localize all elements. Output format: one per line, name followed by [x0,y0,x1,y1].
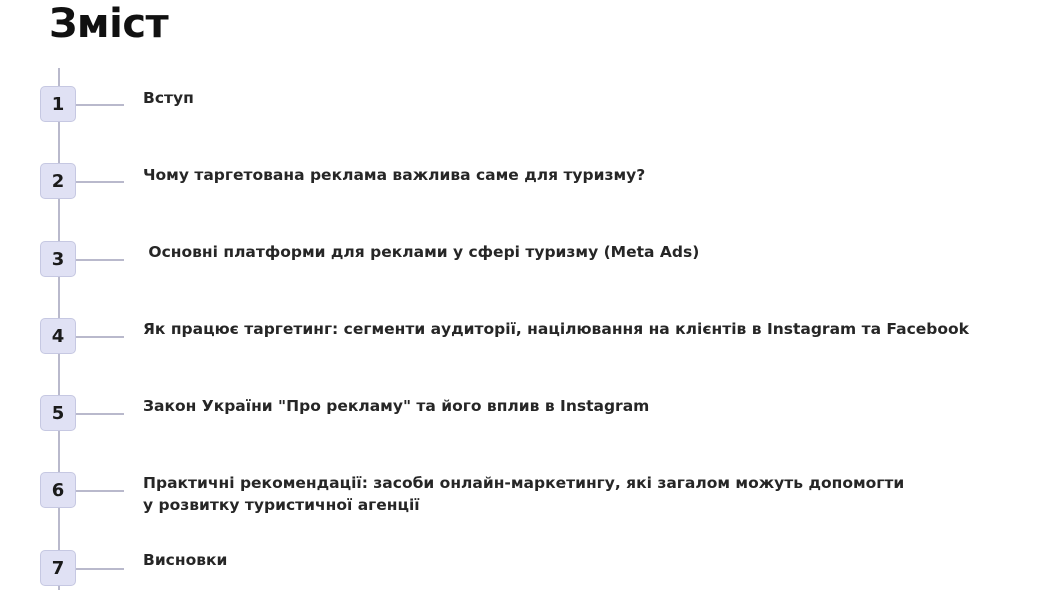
toc-connector [76,104,124,106]
toc-item-label[interactable]: Як працює таргетинг: сегменти аудиторії, націлювання на клієнтів в Instagram та Facebook [143,320,969,338]
toc-item-label[interactable]: Висновки [143,551,228,569]
toc-item-label[interactable]: Основні платформи для реклами у сфері туризму (Meta Ads) [143,243,700,261]
toc-item-6[interactable] [0,472,1050,532]
toc-number-badge: 7 [40,550,76,586]
toc-item-label[interactable]: Закон України "Про рекламу" та його вплив в Instagram [143,397,650,415]
toc-item-7[interactable] [0,550,1050,610]
toc-number-badge: 2 [40,163,76,199]
toc-number-badge: 1 [40,86,76,122]
toc-connector [76,181,124,183]
toc-item-5[interactable] [0,395,1050,455]
toc-connector [76,490,124,492]
toc-item-2[interactable] [0,163,1050,223]
toc-item-4[interactable] [0,318,1050,378]
toc-item-1[interactable] [0,86,1050,146]
toc-connector [76,413,124,415]
toc-item-label[interactable]: Практичні рекомендації: засоби онлайн-маркетингу, які загалом можуть допомогти у розвитку туристичної агенції [143,474,905,514]
toc-number-badge: 4 [40,318,76,354]
toc-item-label[interactable]: Вступ [143,89,194,107]
toc-item-label[interactable]: Чому таргетована реклама важлива саме для туризму? [143,166,646,184]
toc-number-badge: 6 [40,472,76,508]
toc-number-badge: 5 [40,395,76,431]
toc-connector [76,568,124,570]
toc-item-3[interactable] [0,241,1050,301]
page-title: Зміст [49,1,169,47]
toc-connector [76,336,124,338]
toc-connector [76,259,124,261]
toc-number-badge: 3 [40,241,76,277]
